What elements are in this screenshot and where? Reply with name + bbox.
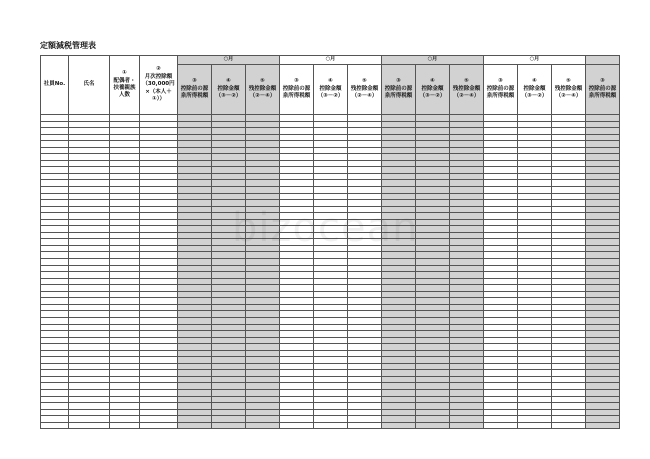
remaining-deduction-header — [348, 65, 382, 115]
remaining-deduction-header-line: ⑤ — [260, 78, 265, 85]
monthly-deduction-header-line: 月次控除額 — [144, 73, 173, 80]
before-tax-header-line: 泉所得税額 — [486, 93, 515, 100]
month-header: ○月 — [280, 56, 382, 65]
dependents-header — [110, 56, 140, 115]
before-tax-header-partial — [586, 65, 620, 115]
month-header-partial — [586, 56, 620, 65]
monthly-deduction-header — [140, 56, 178, 115]
month-header: ○月 — [178, 56, 280, 65]
deduction-amount-header — [416, 65, 450, 115]
month-header: ○月 — [382, 56, 484, 65]
before-tax-header-line: ③ — [396, 78, 401, 85]
dependents-header-line: 扶養親族 — [113, 85, 136, 91]
remaining-deduction-header — [450, 65, 484, 115]
remaining-deduction-header-line: （②－④） — [249, 93, 276, 100]
monthly-deduction-header-line: ×（本人＋ — [145, 88, 172, 95]
name-header — [69, 56, 110, 115]
deduction-amount-header-line: （③－②） — [215, 93, 242, 100]
input-cell[interactable] — [416, 422, 450, 429]
page-title: 定額減税管理表 — [40, 41, 96, 50]
input-cell[interactable] — [450, 422, 484, 429]
input-cell[interactable] — [41, 422, 69, 429]
input-cell[interactable] — [212, 422, 246, 429]
deduction-amount-header-line: （③－②） — [419, 93, 446, 100]
before-tax-header-line: ③ — [192, 78, 197, 85]
input-cell[interactable] — [484, 422, 518, 429]
deduction-amount-header-line: ④ — [430, 78, 435, 85]
deduction-amount-header-line: 控除金額 — [421, 85, 444, 92]
watermark: bizocean — [232, 205, 419, 251]
input-cell[interactable] — [586, 422, 620, 429]
before-tax-header — [484, 65, 518, 115]
deduction-amount-header-line: ④ — [532, 78, 537, 85]
table-row — [41, 422, 620, 429]
input-cell[interactable] — [518, 422, 552, 429]
input-cell[interactable] — [246, 422, 280, 429]
input-cell[interactable] — [69, 422, 110, 429]
dependents-header-line: ① — [122, 70, 127, 77]
remaining-deduction-header-line: ⑤ — [566, 78, 571, 85]
input-cell[interactable] — [110, 422, 140, 429]
before-tax-header-line: ③ — [498, 78, 503, 85]
input-cell[interactable] — [140, 422, 178, 429]
before-tax-header-line: 控除前の源 — [180, 85, 209, 92]
input-cell[interactable] — [348, 422, 382, 429]
before-tax-header-line: 控除前の源 — [486, 85, 515, 92]
deduction-amount-header-line: （③－②） — [317, 93, 344, 100]
employee-no-header — [41, 56, 69, 115]
month-header: ○月 — [484, 56, 586, 65]
before-tax-header-partial-line: 泉所得税額 — [588, 93, 617, 100]
before-tax-header — [382, 65, 416, 115]
monthly-deduction-header-line: ② — [156, 66, 161, 73]
remaining-deduction-header-line: 残控除金額 — [452, 85, 481, 92]
remaining-deduction-header-line: 残控除金額 — [554, 85, 583, 92]
deduction-amount-header-line: 控除金額 — [523, 85, 546, 92]
deduction-amount-header-line: 控除金額 — [217, 85, 240, 92]
remaining-deduction-header-line: ⑤ — [362, 78, 367, 85]
before-tax-header-line: 泉所得税額 — [180, 93, 209, 100]
deduction-amount-header — [212, 65, 246, 115]
before-tax-header-line: 泉所得税額 — [282, 93, 311, 100]
remaining-deduction-header — [552, 65, 586, 115]
monthly-deduction-header-line: （30,000円 — [142, 81, 175, 88]
tax-reduction-table — [40, 55, 620, 429]
before-tax-header-line: 控除前の源 — [384, 85, 413, 92]
input-cell[interactable] — [178, 422, 212, 429]
deduction-amount-header — [314, 65, 348, 115]
deduction-amount-header-line: （③－②） — [521, 93, 548, 100]
before-tax-header-partial-line: 控除前の源 — [588, 85, 617, 92]
before-tax-header-partial-line: ③ — [600, 78, 605, 85]
before-tax-header — [178, 65, 212, 115]
dependents-header-line: 配偶者・ — [113, 77, 136, 84]
name-header-line: 氏名 — [83, 81, 95, 88]
monthly-deduction-header-line: ①）） — [152, 96, 165, 103]
before-tax-header-line: 控除前の源 — [282, 85, 311, 92]
dependents-header-line: 人数 — [118, 92, 130, 99]
before-tax-header-line: 泉所得税額 — [384, 93, 413, 100]
before-tax-header-line: ③ — [294, 78, 299, 85]
remaining-deduction-header-line: （②－④） — [351, 93, 378, 100]
input-cell[interactable] — [382, 422, 416, 429]
before-tax-header — [280, 65, 314, 115]
deduction-amount-header-line: ④ — [226, 78, 231, 85]
remaining-deduction-header-line: ⑤ — [464, 78, 469, 85]
employee-no-header-line: 社員No. — [43, 81, 66, 88]
remaining-deduction-header-line: 残控除金額 — [248, 85, 277, 92]
input-cell[interactable] — [552, 422, 586, 429]
remaining-deduction-header — [246, 65, 280, 115]
input-cell[interactable] — [280, 422, 314, 429]
remaining-deduction-header-line: （②－④） — [555, 93, 582, 100]
deduction-amount-header-line: ④ — [328, 78, 333, 85]
deduction-amount-header — [518, 65, 552, 115]
remaining-deduction-header-line: （②－④） — [453, 93, 480, 100]
deduction-amount-header-line: 控除金額 — [319, 85, 342, 92]
remaining-deduction-header-line: 残控除金額 — [350, 85, 379, 92]
input-cell[interactable] — [314, 422, 348, 429]
